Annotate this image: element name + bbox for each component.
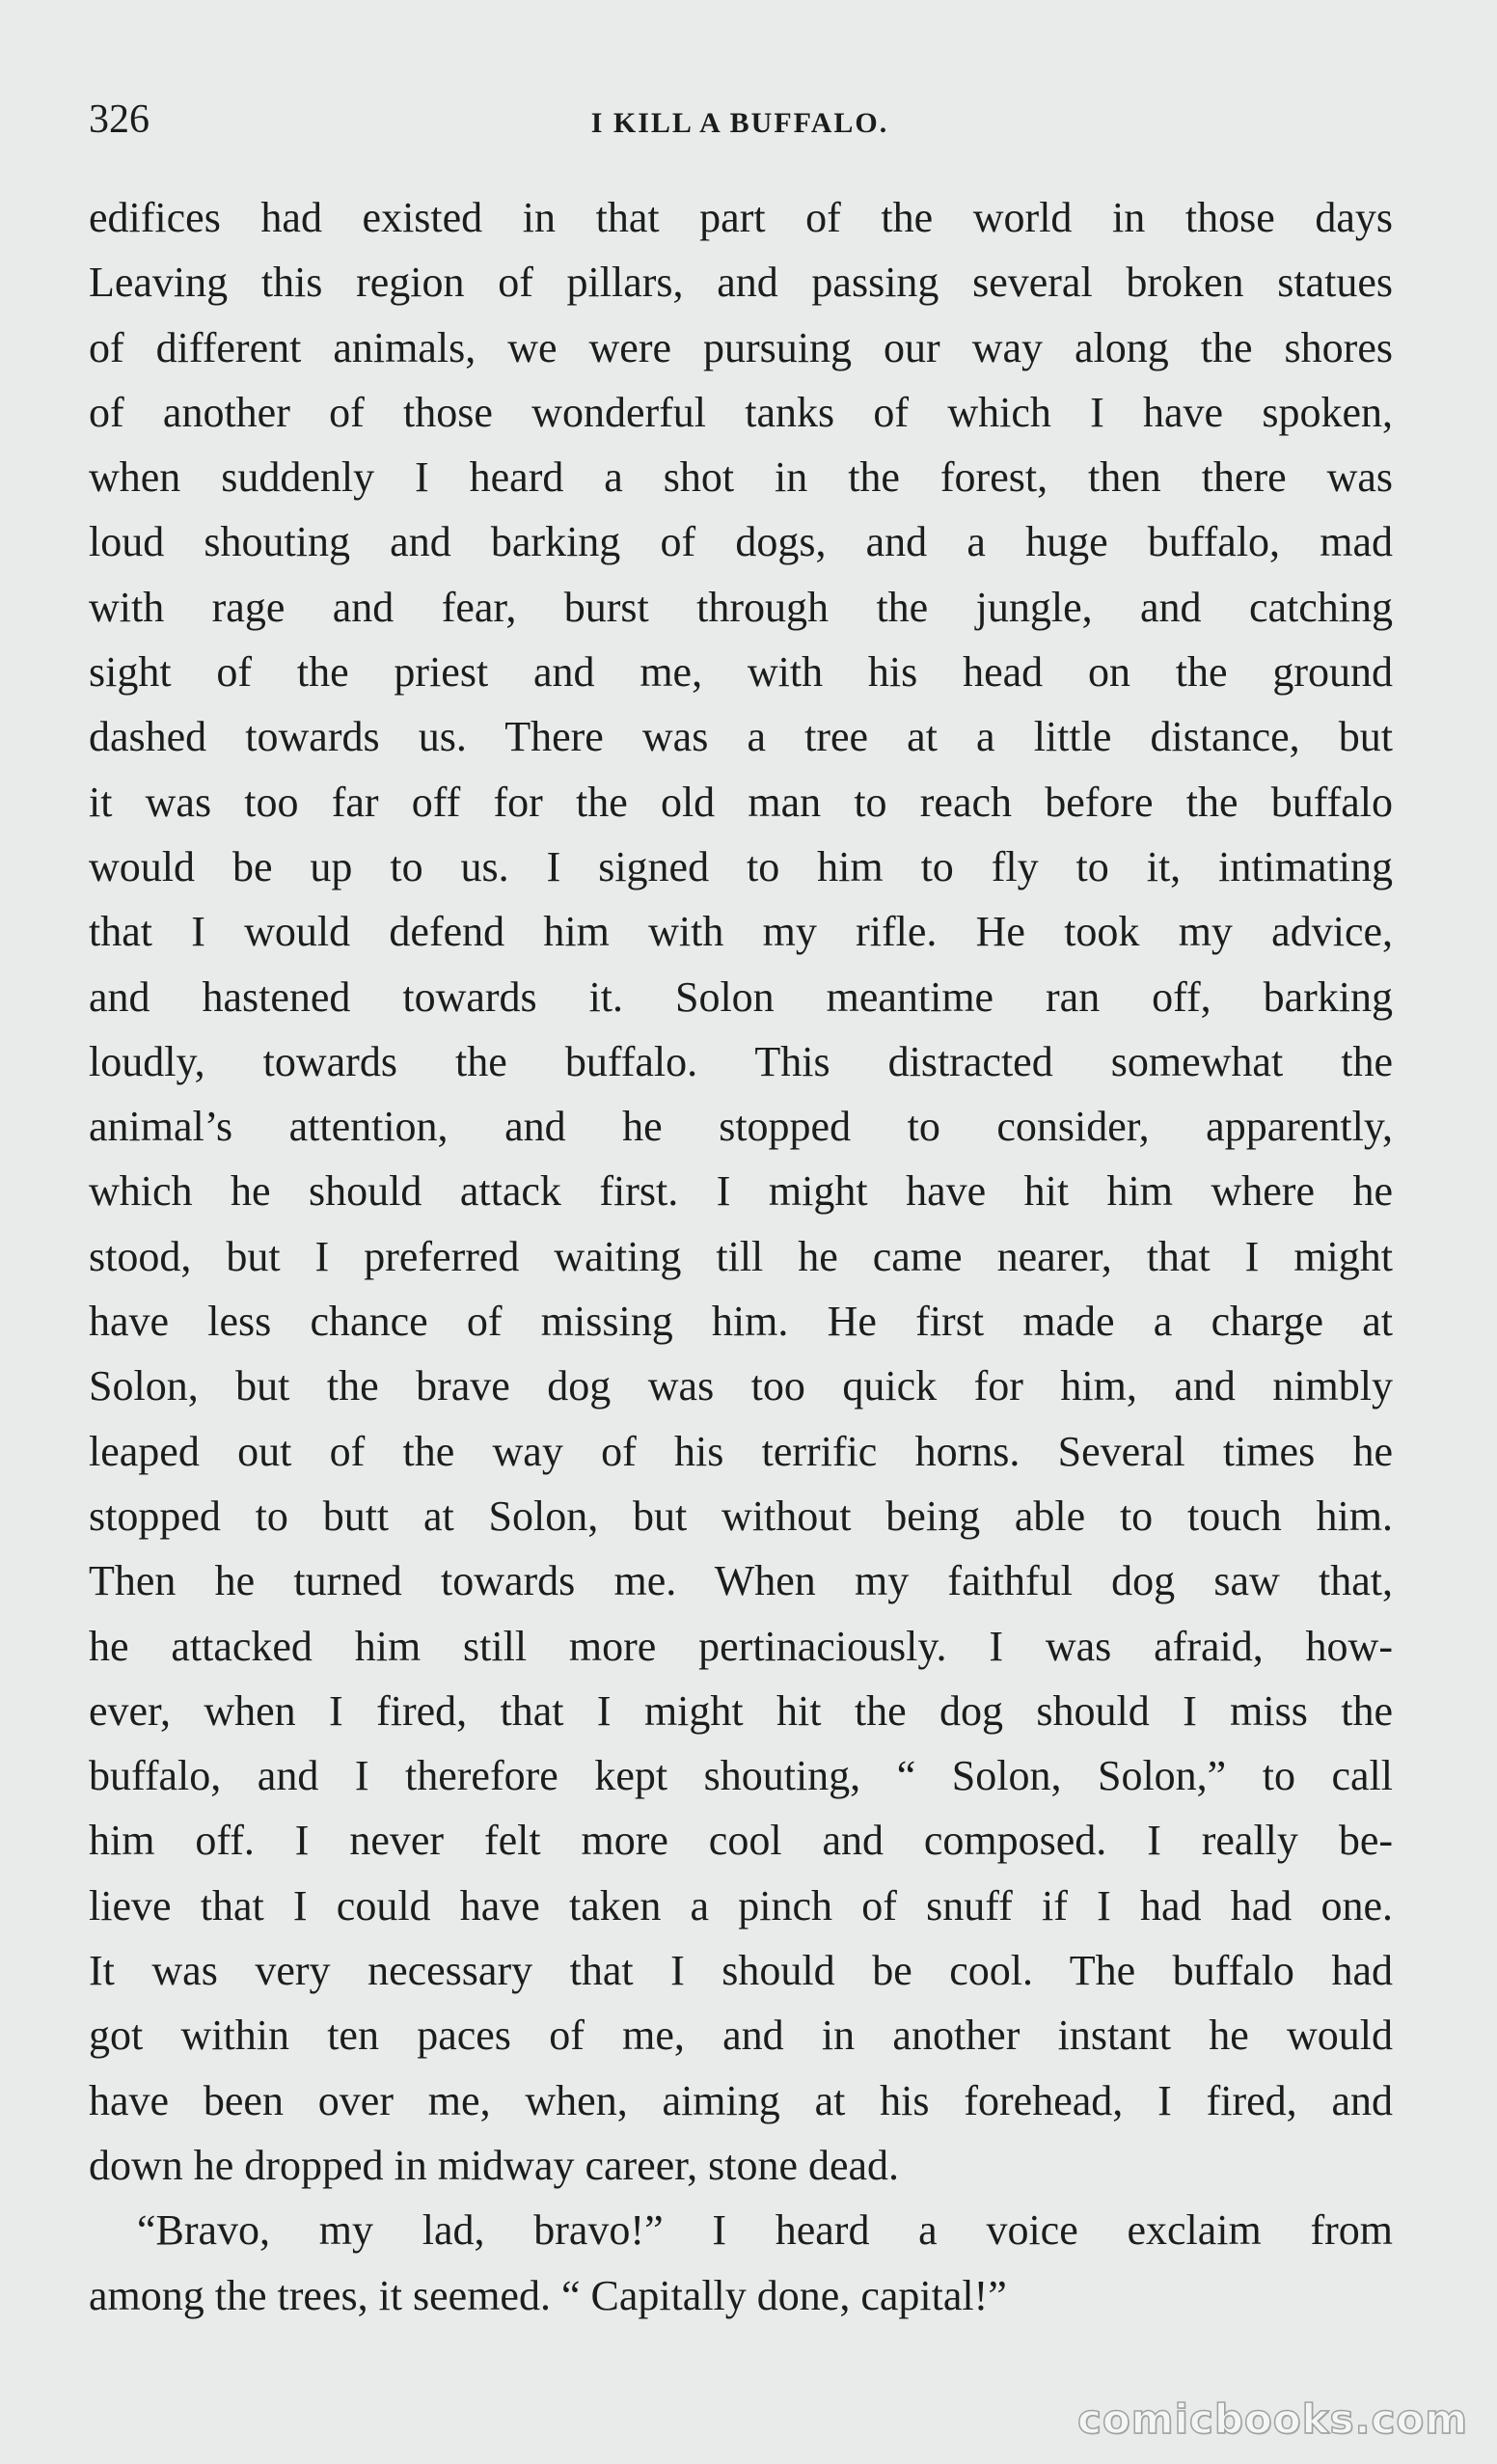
text-line: “Bravo, my lad, bravo!” I heard a voice exclaim from <box>137 2206 1393 2255</box>
text-line: buffalo, and I therefore kept shouting, “ Solon, Solon,” to call <box>89 1752 1393 1800</box>
text-line: lieve that I could have taken a pinch of snuff if I had had one. <box>89 1881 1393 1930</box>
text-line: stopped to butt at Solon, but without being able to touch him. <box>89 1492 1393 1540</box>
text-line: Leaving this region of pillars, and passing several broken statues <box>89 259 1393 307</box>
page-header <box>89 91 1391 149</box>
text-line: with rage and fear, burst through the jungle, and catching <box>89 583 1393 631</box>
body-text <box>89 185 1393 2328</box>
text-line: it was too far off for the old man to reach before the buffalo <box>89 778 1393 826</box>
text-line: loudly, towards the buffalo. This distracted somewhat the <box>89 1037 1393 1085</box>
text-line: him off. I never felt more cool and composed. I really be- <box>89 1817 1393 1865</box>
text-line: have less chance of missing him. He first made a charge at <box>89 1298 1393 1346</box>
text-line: sight of the priest and me, with his head on the ground <box>89 648 1393 697</box>
text-line: which he should attack first. I might have hit him where he <box>89 1167 1393 1216</box>
page-number: 326 <box>89 97 150 142</box>
text-line: and hastened towards it. Solon meantime ran off, barking <box>89 972 1393 1021</box>
text-line: Then he turned towards me. When my faithful dog saw that, <box>89 1557 1393 1605</box>
watermark: comicbooks.com <box>1077 2396 1468 2443</box>
text-line: animal’s attention, and he stopped to consider, apparently, <box>89 1103 1393 1151</box>
text-line: that I would defend him with my rifle. He took my advice, <box>89 908 1393 956</box>
text-line: loud shouting and barking of dogs, and a huge buffalo, mad <box>89 518 1393 566</box>
text-line: down he dropped in midway career, stone dead. <box>89 2141 900 2189</box>
text-line: when suddenly I heard a shot in the forest, then there was <box>89 453 1393 502</box>
text-line: stood, but I preferred waiting till he came nearer, that I might <box>89 1232 1393 1280</box>
text-line: would be up to us. I signed to him to fly to it, intimating <box>89 842 1393 890</box>
text-line: dashed towards us. There was a tree at a little distance, but <box>89 713 1393 761</box>
text-line: Solon, but the brave dog was too quick for him, and nimbly <box>89 1362 1393 1410</box>
text-line: ever, when I fired, that I might hit the dog should I miss the <box>89 1686 1393 1735</box>
text-line: of another of those wonderful tanks of which I have spoken, <box>89 388 1393 436</box>
text-line: among the trees, it seemed. “ Capitally done, capital!” <box>89 2271 1007 2319</box>
text-line: got within ten paces of me, and in another instant he would <box>89 2012 1393 2060</box>
text-line: he attacked him still more pertinaciously. I was afraid, how- <box>89 1622 1393 1670</box>
paragraph <box>89 2198 1393 2328</box>
text-line: It was very necessary that I should be cool. The buffalo had <box>89 1947 1393 1995</box>
text-line: of different animals, we were pursuing our way along the shores <box>89 323 1393 371</box>
paragraph <box>89 185 1393 2198</box>
text-line: have been over me, when, aiming at his forehead, I fired, and <box>89 2076 1393 2124</box>
text-line: edifices had existed in that part of the world in those days <box>89 194 1393 241</box>
running-head: I KILL A BUFFALO. <box>590 107 889 139</box>
text-line: leaped out of the way of his terrific horns. Several times he <box>89 1427 1393 1475</box>
